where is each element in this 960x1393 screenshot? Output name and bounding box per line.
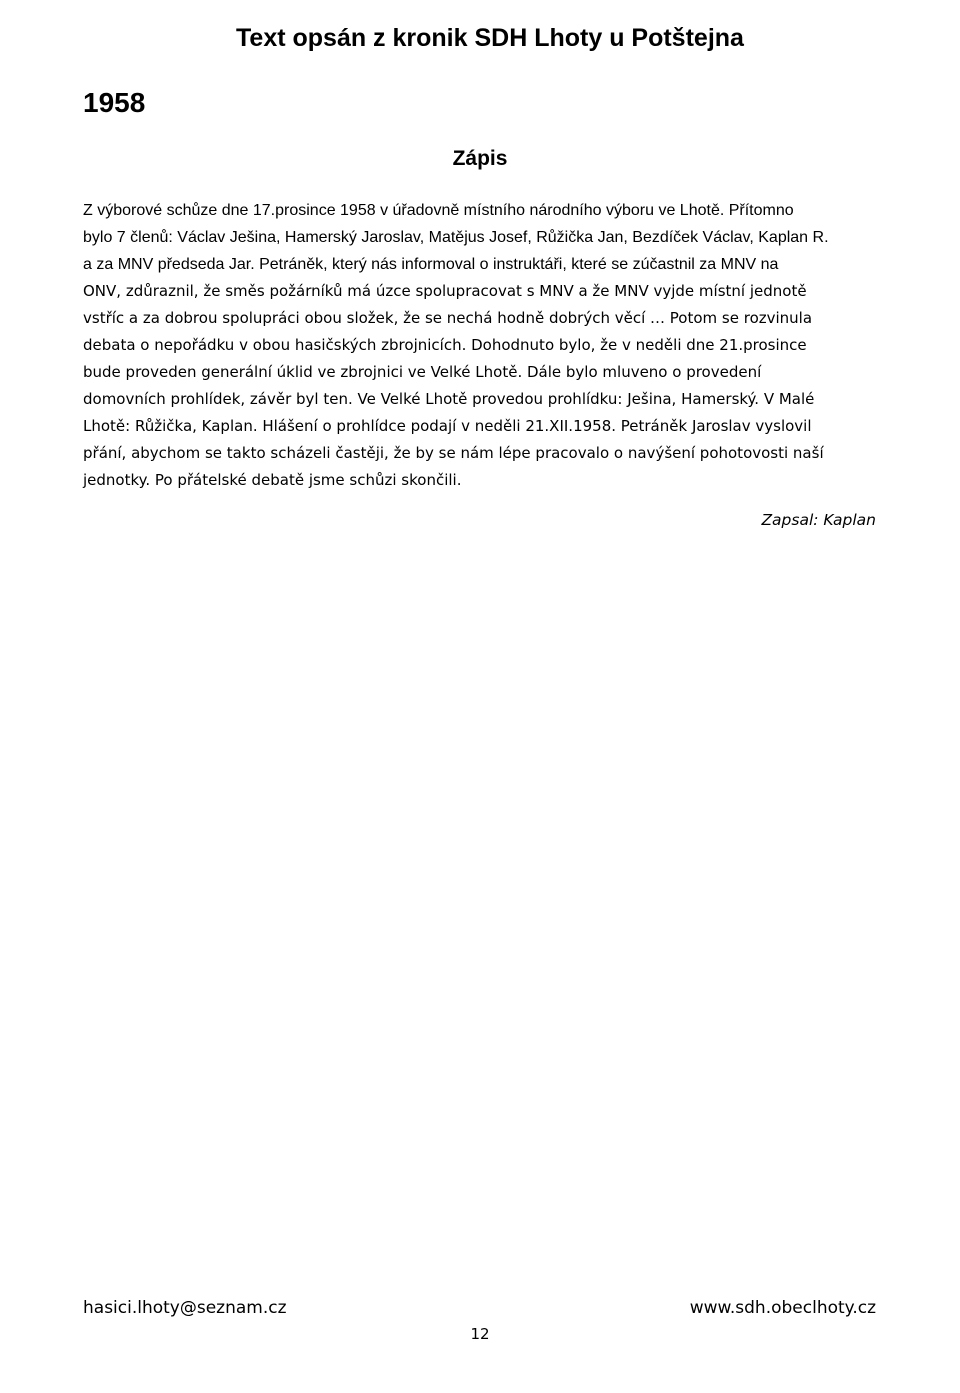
- page-number: 12: [470, 1325, 490, 1343]
- text-line: domovních prohlídek, závěr byl ten. Ve Velké Lhotě provedou prohlídku: Ješina, Hamerský. V Malé: [83, 390, 815, 408]
- document-title: Text opsán z kronik SDH Lhoty u Potštejna: [236, 24, 744, 52]
- text-line: vstříc a za dobrou spolupráci obou složek, že se nechá hodně dobrých věcí … Potom se rozvinula: [83, 309, 813, 327]
- text-line: jednotky. Po přátelské debatě jsme schůzi skončili.: [83, 471, 462, 489]
- text-line: debata o nepořádku v obou hasičských zbrojnicích. Dohodnuto bylo, že v neděli dne 21.prosince: [83, 336, 807, 354]
- text-line: bylo 7 členů: Václav Ješina, Hamerský Jaroslav, Matějus Josef, Růžička Jan, Bezdíček Václav, Kaplan R.: [83, 229, 829, 246]
- text-line: ONV, zdůraznil, že směs požárníků má úzce spolupracovat s MNV a že MNV vyjde místní jednotě: [83, 282, 807, 300]
- signature-line: Zapsal: Kaplan: [761, 511, 876, 529]
- footer-email: hasici.lhoty@seznam.cz: [83, 1298, 287, 1318]
- footer-website: www.sdh.obeclhoty.cz: [689, 1298, 876, 1318]
- minutes-body: [83, 197, 883, 494]
- text-line: Lhotě: Růžička, Kaplan. Hlášení o prohlídce podají v neděli 21.XII.1958. Petráněk Jaroslav vyslovil: [83, 417, 812, 435]
- text-line: bude proveden generální úklid ve zbrojnici ve Velké Lhotě. Dále bylo mluveno o provedení: [83, 363, 762, 381]
- text-line: přání, abychom se takto scházeli častěji, že by se nám lépe pracovalo o navýšení pohotovosti naší: [83, 444, 824, 462]
- section-heading: Zápis: [452, 147, 508, 170]
- year-heading: 1958: [83, 87, 146, 118]
- text-line: Z výborové schůze dne 17.prosince 1958 v úřadovně místního národního výboru ve Lhotě. Přítomno: [83, 202, 794, 219]
- text-line: a za MNV předseda Jar. Petráněk, který nás informoval o instruktáři, které se zúčastnil za MNV na: [83, 256, 779, 273]
